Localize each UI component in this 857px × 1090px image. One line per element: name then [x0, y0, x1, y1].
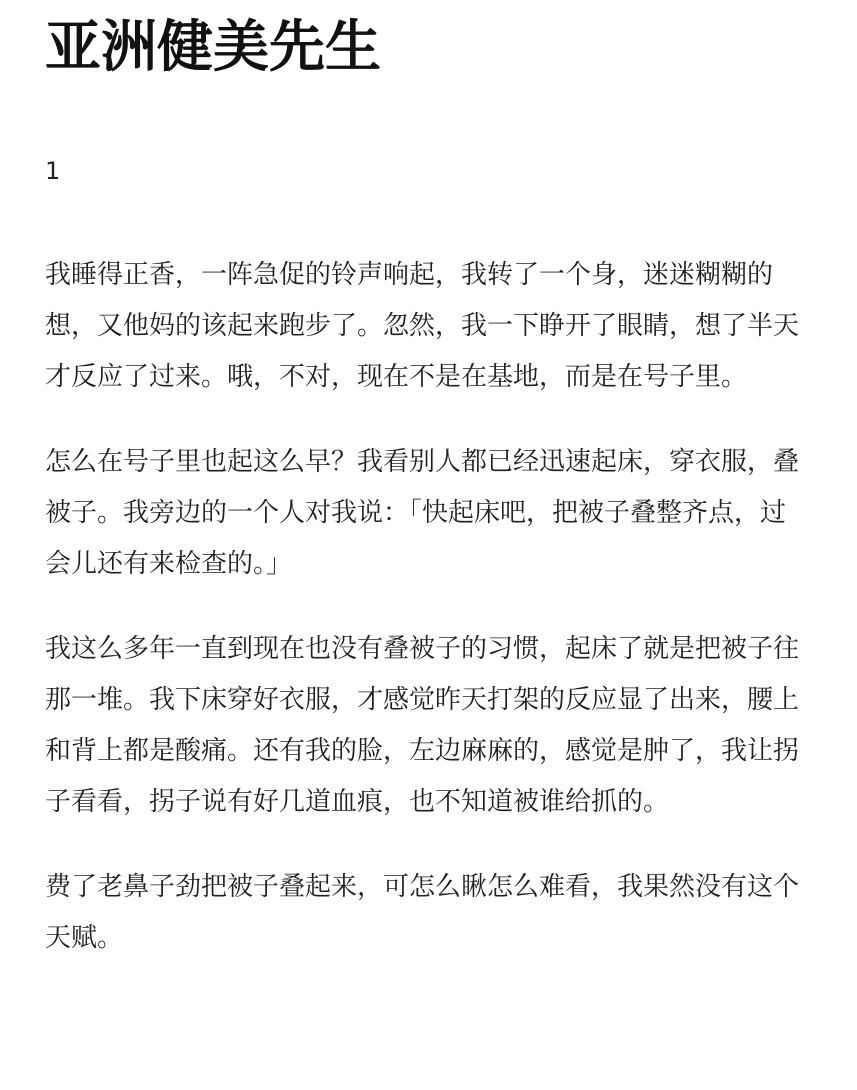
chapter-number: 1 [45, 157, 61, 185]
paragraph-1: 我睡得正香，一阵急促的铃声响起，我转了一个身，迷迷糊糊的想，又他妈的该起来跑步了。忽然，我一下睁开了眼睛，想了半天才反应了过来。哦，不对，现在不是在基地，而是在号子里。 [45, 260, 800, 392]
paragraph-2: 怎么在号子里也起这么早？我看别人都已经迅速起床，穿衣服，叠被子。我旁边的一个人对我说：「快起床吧，把被子叠整齐点，过会儿还有来检查的。」 [45, 447, 800, 579]
article-title: 亚洲健美先生 [45, 15, 381, 80]
paragraph-3: 我这么多年一直到现在也没有叠被子的习惯，起床了就是把被子往那一堆。我下床穿好衣服，才感觉昨天打架的反应显了出来，腰上和背上都是酸痛。还有我的脸，左边麻麻的，感觉是肿了，我让拐子看看，拐子说有好几道血痕，也不知道被谁给抓的。 [45, 634, 800, 817]
paragraph-4: 费了老鼻子劲把被子叠起来，可怎么瞅怎么难看，我果然没有这个天赋。 [45, 872, 800, 953]
